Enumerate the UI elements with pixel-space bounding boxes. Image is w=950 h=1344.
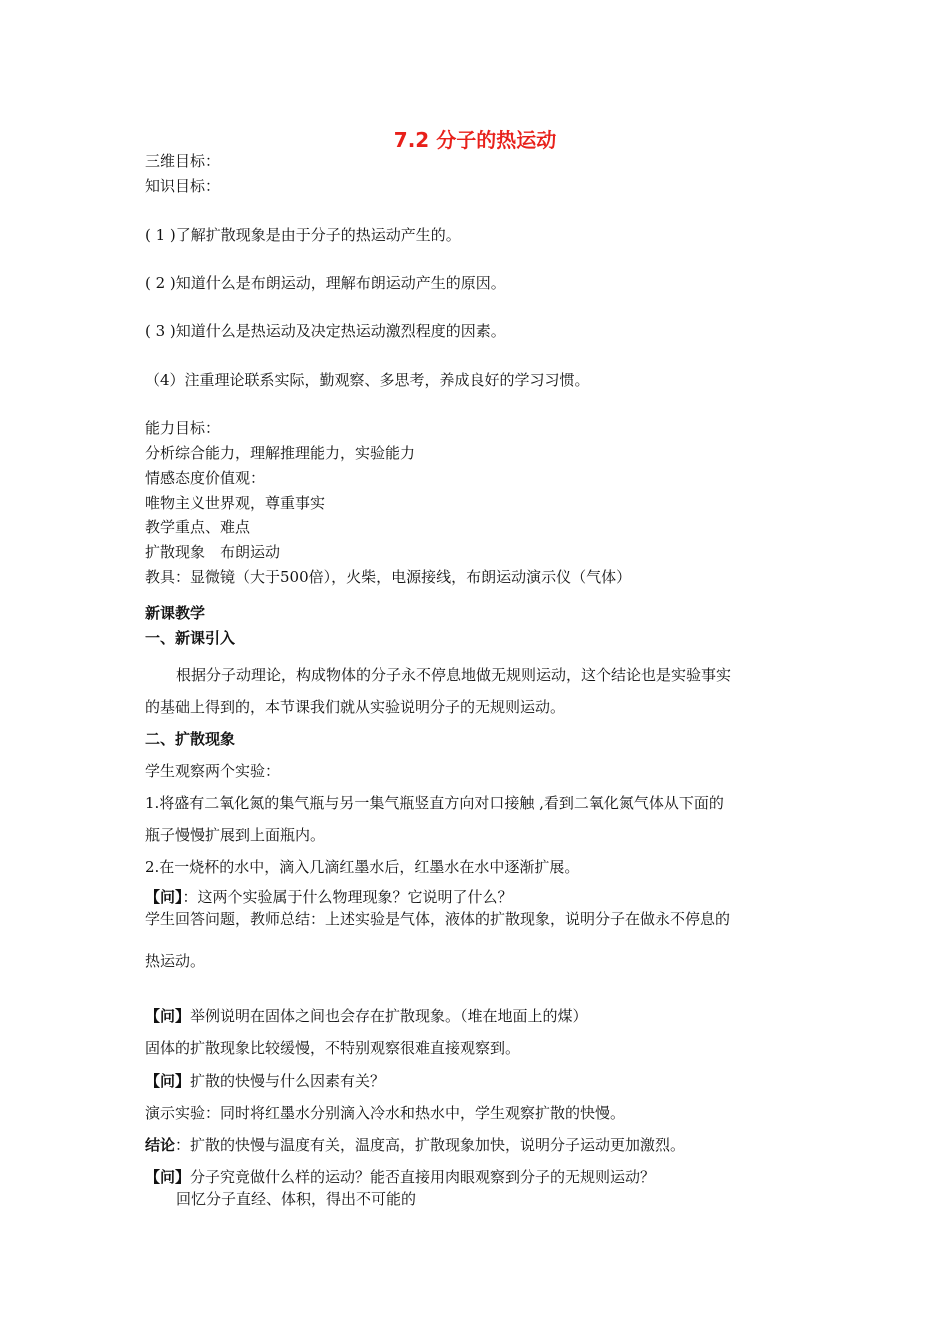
question-mark-label: 【问】 [145, 888, 183, 906]
intro-heading: 一、新课引入 [145, 629, 236, 647]
key-points-label: 教学重点、难点 [145, 518, 251, 536]
question-4 [145, 1167, 815, 1187]
page-title: 7.2 分子的热运动 [393, 128, 557, 152]
ability-goals-text: 分析综合能力，理解推理能力，实验能力 [145, 444, 416, 462]
intro-paragraph-line-1: 根据分子动理论，构成物体的分子永不停息地做无规则运动，这个结论也是实验事实 [176, 666, 732, 684]
knowledge-goal-3: ( 3 )知道什么是热运动及决定热运动激烈程度的因素。 [145, 322, 506, 340]
recall-text: 回忆分子直经、体积，得出不可能的 [176, 1190, 417, 1208]
answer-line-2: 热运动。 [145, 952, 206, 970]
knowledge-goal-4: （4）注重理论联系实际，勤观察、多思考，养成良好的学习习惯。 [145, 371, 590, 389]
conclusion [145, 1135, 815, 1155]
knowledge-goals-label: 知识目标： [145, 177, 221, 195]
diffusion-heading: 二、扩散现象 [145, 730, 236, 748]
answer-line-1: 学生回答问题，教师总结：上述实验是气体，液体的扩散现象，说明分子在做永不停息的 [145, 910, 731, 928]
question-1-text: ：这两个实验属于什么物理现象？它说明了什么？ [182, 888, 513, 906]
three-dim-goals-label: 三维目标： [145, 152, 221, 170]
ability-goals-label: 能力目标： [145, 419, 221, 437]
question-mark-label: 【问】 [145, 1168, 191, 1186]
experiment-1-line-2: 瓶子慢慢扩展到上面瓶内。 [145, 826, 326, 844]
intro-paragraph-line-2: 的基础上得到的，本节课我们就从实验说明分子的无规则运动。 [145, 698, 566, 716]
emotion-goals-label: 情感态度价值观： [145, 469, 266, 487]
key-points-text: 扩散现象 布朗运动 [145, 543, 281, 561]
conclusion-text: ：扩散的快慢与温度有关，温度高，扩散现象加快，说明分子运动更加激烈。 [175, 1136, 686, 1154]
solid-diffusion-text: 固体的扩散现象比较缓慢，不特别观察很难直接观察到。 [145, 1039, 521, 1057]
question-mark-label: 【问】 [145, 1072, 191, 1090]
question-3 [145, 1071, 815, 1091]
emotion-goals-text: 唯物主义世界观，尊重事实 [145, 494, 326, 512]
question-2 [145, 1006, 815, 1026]
conclusion-label: 结论 [145, 1136, 176, 1154]
question-2-text: 举例说明在固体之间也会存在扩散现象。（堆在地面上的煤） [190, 1007, 588, 1025]
experiment-1-line-1: 1.将盛有二氧化氮的集气瓶与另一集气瓶竖直方向对口接触 ,看到二氧化氮气体从下面的 [145, 794, 724, 812]
demo-experiment: 演示实验：同时将红墨水分别滴入冷水和热水中，学生观察扩散的快慢。 [145, 1104, 626, 1122]
teaching-tools: 教具：显微镜（大于500倍），火柴，电源接线，布朗运动演示仪（气体） [145, 568, 632, 586]
knowledge-goal-2: ( 2 )知道什么是布朗运动，理解布朗运动产生的原因。 [145, 274, 506, 292]
knowledge-goal-1: ( 1 )了解扩散现象是由于分子的热运动产生的。 [145, 226, 461, 244]
experiment-2: 2.在一烧杯的水中，滴入几滴红墨水后，红墨水在水中逐渐扩展。 [145, 858, 580, 876]
question-1 [145, 887, 815, 907]
observe-intro: 学生观察两个实验： [145, 762, 281, 780]
question-3-text: 扩散的快慢与什么因素有关？ [190, 1072, 386, 1090]
question-mark-label: 【问】 [145, 1007, 191, 1025]
new-lesson-heading: 新课教学 [145, 604, 206, 622]
question-4-text: 分子究竟做什么样的运动？能否直接用肉眼观察到分子的无规则运动？ [190, 1168, 656, 1186]
